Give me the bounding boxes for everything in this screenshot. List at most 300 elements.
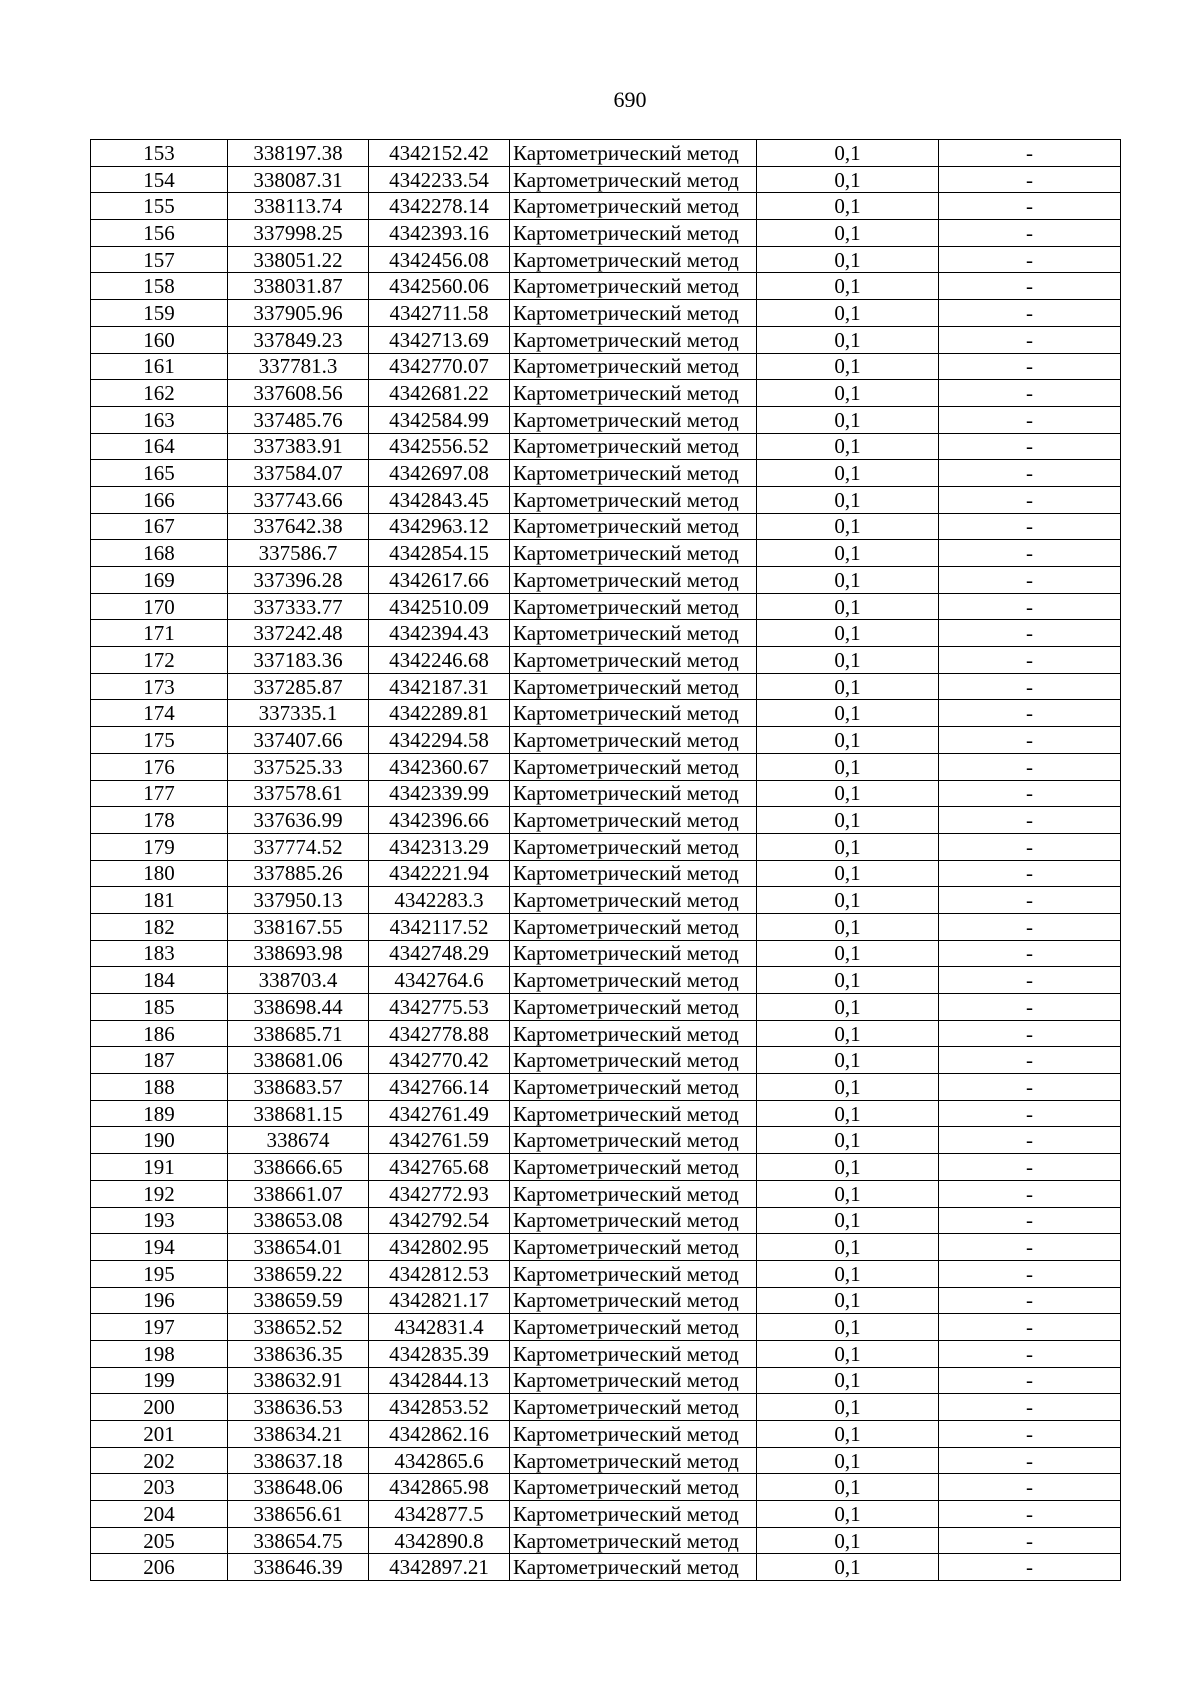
point-number-cell: 206 [91, 1554, 228, 1581]
point-number-cell: 205 [91, 1527, 228, 1554]
note-cell: - [939, 673, 1121, 700]
x-coordinate-cell: 337905.96 [228, 300, 369, 327]
y-coordinate-cell: 4342278.14 [369, 193, 510, 220]
accuracy-cell: 0,1 [757, 1020, 939, 1047]
table-row [91, 593, 1121, 620]
table-row [91, 940, 1121, 967]
x-coordinate-cell: 337608.56 [228, 380, 369, 407]
method-cell: Картометрический метод [510, 486, 757, 513]
x-coordinate-cell: 338666.65 [228, 1154, 369, 1181]
point-number-cell: 167 [91, 513, 228, 540]
x-coordinate-cell: 337885.26 [228, 860, 369, 887]
x-coordinate-cell: 338681.06 [228, 1047, 369, 1074]
x-coordinate-cell: 337998.25 [228, 220, 369, 247]
y-coordinate-cell: 4342394.43 [369, 620, 510, 647]
point-number-cell: 196 [91, 1287, 228, 1314]
accuracy-cell: 0,1 [757, 1340, 939, 1367]
accuracy-cell: 0,1 [757, 1394, 939, 1421]
table-row [91, 1501, 1121, 1528]
table-row [91, 246, 1121, 273]
y-coordinate-cell: 4342821.17 [369, 1287, 510, 1314]
accuracy-cell: 0,1 [757, 753, 939, 780]
accuracy-cell: 0,1 [757, 1367, 939, 1394]
y-coordinate-cell: 4342748.29 [369, 940, 510, 967]
y-coordinate-cell: 4342865.98 [369, 1474, 510, 1501]
x-coordinate-cell: 337584.07 [228, 460, 369, 487]
point-number-cell: 172 [91, 647, 228, 674]
table-row [91, 673, 1121, 700]
method-cell: Картометрический метод [510, 1501, 757, 1528]
point-number-cell: 197 [91, 1314, 228, 1341]
x-coordinate-cell: 337774.52 [228, 833, 369, 860]
table-row [91, 1260, 1121, 1287]
table-row [91, 140, 1121, 167]
table-row [91, 220, 1121, 247]
note-cell: - [939, 486, 1121, 513]
table-row [91, 994, 1121, 1021]
accuracy-cell: 0,1 [757, 1287, 939, 1314]
table-row [91, 1234, 1121, 1261]
note-cell: - [939, 140, 1121, 167]
y-coordinate-cell: 4342877.5 [369, 1501, 510, 1528]
accuracy-cell: 0,1 [757, 673, 939, 700]
method-cell: Картометрический метод [510, 1074, 757, 1101]
note-cell: - [939, 753, 1121, 780]
method-cell: Картометрический метод [510, 967, 757, 994]
accuracy-cell: 0,1 [757, 887, 939, 914]
table-row [91, 1447, 1121, 1474]
x-coordinate-cell: 338051.22 [228, 246, 369, 273]
x-coordinate-cell: 337950.13 [228, 887, 369, 914]
method-cell: Картометрический метод [510, 593, 757, 620]
note-cell: - [939, 326, 1121, 353]
note-cell: - [939, 1447, 1121, 1474]
accuracy-cell: 0,1 [757, 406, 939, 433]
method-cell: Картометрический метод [510, 1474, 757, 1501]
table-row [91, 727, 1121, 754]
y-coordinate-cell: 4342831.4 [369, 1314, 510, 1341]
point-number-cell: 193 [91, 1207, 228, 1234]
table-row [91, 620, 1121, 647]
method-cell: Картометрический метод [510, 1527, 757, 1554]
note-cell: - [939, 1020, 1121, 1047]
method-cell: Картометрический метод [510, 780, 757, 807]
method-cell: Картометрический метод [510, 380, 757, 407]
table-row [91, 460, 1121, 487]
method-cell: Картометрический метод [510, 1260, 757, 1287]
table-row [91, 1154, 1121, 1181]
note-cell: - [939, 273, 1121, 300]
table-row [91, 1367, 1121, 1394]
table-row [91, 860, 1121, 887]
method-cell: Картометрический метод [510, 887, 757, 914]
table-body [91, 140, 1121, 1581]
y-coordinate-cell: 4342812.53 [369, 1260, 510, 1287]
y-coordinate-cell: 4342772.93 [369, 1180, 510, 1207]
y-coordinate-cell: 4342187.31 [369, 673, 510, 700]
table-row [91, 1074, 1121, 1101]
point-number-cell: 162 [91, 380, 228, 407]
x-coordinate-cell: 338653.08 [228, 1207, 369, 1234]
table-row [91, 300, 1121, 327]
table-row [91, 913, 1121, 940]
point-number-cell: 202 [91, 1447, 228, 1474]
table-row [91, 1047, 1121, 1074]
method-cell: Картометрический метод [510, 1127, 757, 1154]
y-coordinate-cell: 4342775.53 [369, 994, 510, 1021]
note-cell: - [939, 1421, 1121, 1448]
accuracy-cell: 0,1 [757, 1527, 939, 1554]
y-coordinate-cell: 4342778.88 [369, 1020, 510, 1047]
method-cell: Картометрический метод [510, 940, 757, 967]
method-cell: Картометрический метод [510, 300, 757, 327]
note-cell: - [939, 193, 1121, 220]
x-coordinate-cell: 338636.53 [228, 1394, 369, 1421]
x-coordinate-cell: 338632.91 [228, 1367, 369, 1394]
x-coordinate-cell: 337383.91 [228, 433, 369, 460]
x-coordinate-cell: 337743.66 [228, 486, 369, 513]
table-row [91, 1340, 1121, 1367]
table-row [91, 1394, 1121, 1421]
point-number-cell: 187 [91, 1047, 228, 1074]
method-cell: Картометрический метод [510, 220, 757, 247]
note-cell: - [939, 887, 1121, 914]
note-cell: - [939, 460, 1121, 487]
method-cell: Картометрический метод [510, 753, 757, 780]
x-coordinate-cell: 337525.33 [228, 753, 369, 780]
point-number-cell: 161 [91, 353, 228, 380]
method-cell: Картометрический метод [510, 1394, 757, 1421]
x-coordinate-cell: 338031.87 [228, 273, 369, 300]
method-cell: Картометрический метод [510, 1180, 757, 1207]
accuracy-cell: 0,1 [757, 273, 939, 300]
method-cell: Картометрический метод [510, 193, 757, 220]
point-number-cell: 168 [91, 540, 228, 567]
method-cell: Картометрический метод [510, 994, 757, 1021]
table-row [91, 1100, 1121, 1127]
accuracy-cell: 0,1 [757, 1421, 939, 1448]
y-coordinate-cell: 4342770.07 [369, 353, 510, 380]
table-row [91, 1207, 1121, 1234]
x-coordinate-cell: 337242.48 [228, 620, 369, 647]
accuracy-cell: 0,1 [757, 353, 939, 380]
y-coordinate-cell: 4342221.94 [369, 860, 510, 887]
x-coordinate-cell: 338681.15 [228, 1100, 369, 1127]
note-cell: - [939, 1154, 1121, 1181]
y-coordinate-cell: 4342584.99 [369, 406, 510, 433]
method-cell: Картометрический метод [510, 647, 757, 674]
y-coordinate-cell: 4342289.81 [369, 700, 510, 727]
point-number-cell: 157 [91, 246, 228, 273]
table-row [91, 273, 1121, 300]
accuracy-cell: 0,1 [757, 166, 939, 193]
y-coordinate-cell: 4342765.68 [369, 1154, 510, 1181]
note-cell: - [939, 1287, 1121, 1314]
x-coordinate-cell: 337781.3 [228, 353, 369, 380]
point-number-cell: 189 [91, 1100, 228, 1127]
accuracy-cell: 0,1 [757, 1207, 939, 1234]
x-coordinate-cell: 337335.1 [228, 700, 369, 727]
method-cell: Картометрический метод [510, 860, 757, 887]
note-cell: - [939, 1234, 1121, 1261]
note-cell: - [939, 540, 1121, 567]
method-cell: Картометрический метод [510, 1100, 757, 1127]
method-cell: Картометрический метод [510, 567, 757, 594]
method-cell: Картометрический метод [510, 140, 757, 167]
note-cell: - [939, 833, 1121, 860]
point-number-cell: 155 [91, 193, 228, 220]
accuracy-cell: 0,1 [757, 1554, 939, 1581]
point-number-cell: 180 [91, 860, 228, 887]
note-cell: - [939, 967, 1121, 994]
y-coordinate-cell: 4342897.21 [369, 1554, 510, 1581]
method-cell: Картометрический метод [510, 246, 757, 273]
accuracy-cell: 0,1 [757, 967, 939, 994]
method-cell: Картометрический метод [510, 166, 757, 193]
accuracy-cell: 0,1 [757, 567, 939, 594]
table-row [91, 1474, 1121, 1501]
x-coordinate-cell: 337636.99 [228, 807, 369, 834]
accuracy-cell: 0,1 [757, 460, 939, 487]
y-coordinate-cell: 4342854.15 [369, 540, 510, 567]
note-cell: - [939, 353, 1121, 380]
y-coordinate-cell: 4342360.67 [369, 753, 510, 780]
point-number-cell: 201 [91, 1421, 228, 1448]
y-coordinate-cell: 4342396.66 [369, 807, 510, 834]
method-cell: Картометрический метод [510, 727, 757, 754]
table-row [91, 1527, 1121, 1554]
y-coordinate-cell: 4342770.42 [369, 1047, 510, 1074]
accuracy-cell: 0,1 [757, 1447, 939, 1474]
note-cell: - [939, 807, 1121, 834]
method-cell: Картометрический метод [510, 1207, 757, 1234]
note-cell: - [939, 513, 1121, 540]
note-cell: - [939, 780, 1121, 807]
method-cell: Картометрический метод [510, 1314, 757, 1341]
accuracy-cell: 0,1 [757, 1127, 939, 1154]
note-cell: - [939, 1260, 1121, 1287]
x-coordinate-cell: 338646.39 [228, 1554, 369, 1581]
y-coordinate-cell: 4342339.99 [369, 780, 510, 807]
accuracy-cell: 0,1 [757, 700, 939, 727]
method-cell: Картометрический метод [510, 513, 757, 540]
x-coordinate-cell: 338674 [228, 1127, 369, 1154]
method-cell: Картометрический метод [510, 1340, 757, 1367]
y-coordinate-cell: 4342844.13 [369, 1367, 510, 1394]
method-cell: Картометрический метод [510, 1421, 757, 1448]
point-number-cell: 170 [91, 593, 228, 620]
accuracy-cell: 0,1 [757, 380, 939, 407]
method-cell: Картометрический метод [510, 1020, 757, 1047]
y-coordinate-cell: 4342835.39 [369, 1340, 510, 1367]
point-number-cell: 158 [91, 273, 228, 300]
point-number-cell: 188 [91, 1074, 228, 1101]
accuracy-cell: 0,1 [757, 1501, 939, 1528]
method-cell: Картометрический метод [510, 1287, 757, 1314]
point-number-cell: 191 [91, 1154, 228, 1181]
method-cell: Картометрический метод [510, 540, 757, 567]
table-row [91, 967, 1121, 994]
point-number-cell: 159 [91, 300, 228, 327]
x-coordinate-cell: 338197.38 [228, 140, 369, 167]
table-row [91, 540, 1121, 567]
x-coordinate-cell: 337642.38 [228, 513, 369, 540]
table-row [91, 1020, 1121, 1047]
note-cell: - [939, 1394, 1121, 1421]
point-number-cell: 163 [91, 406, 228, 433]
x-coordinate-cell: 338648.06 [228, 1474, 369, 1501]
table-row [91, 486, 1121, 513]
method-cell: Картометрический метод [510, 1234, 757, 1261]
note-cell: - [939, 860, 1121, 887]
accuracy-cell: 0,1 [757, 246, 939, 273]
y-coordinate-cell: 4342233.54 [369, 166, 510, 193]
table-row [91, 567, 1121, 594]
note-cell: - [939, 940, 1121, 967]
y-coordinate-cell: 4342456.08 [369, 246, 510, 273]
note-cell: - [939, 1340, 1121, 1367]
note-cell: - [939, 1127, 1121, 1154]
note-cell: - [939, 1527, 1121, 1554]
accuracy-cell: 0,1 [757, 833, 939, 860]
accuracy-cell: 0,1 [757, 913, 939, 940]
y-coordinate-cell: 4342393.16 [369, 220, 510, 247]
x-coordinate-cell: 338698.44 [228, 994, 369, 1021]
point-number-cell: 169 [91, 567, 228, 594]
note-cell: - [939, 246, 1121, 273]
accuracy-cell: 0,1 [757, 300, 939, 327]
accuracy-cell: 0,1 [757, 220, 939, 247]
accuracy-cell: 0,1 [757, 620, 939, 647]
note-cell: - [939, 220, 1121, 247]
note-cell: - [939, 1047, 1121, 1074]
point-number-cell: 185 [91, 994, 228, 1021]
x-coordinate-cell: 338659.22 [228, 1260, 369, 1287]
accuracy-cell: 0,1 [757, 1314, 939, 1341]
method-cell: Картометрический метод [510, 326, 757, 353]
point-number-cell: 200 [91, 1394, 228, 1421]
point-number-cell: 154 [91, 166, 228, 193]
table-row [91, 1554, 1121, 1581]
accuracy-cell: 0,1 [757, 326, 939, 353]
note-cell: - [939, 647, 1121, 674]
note-cell: - [939, 1314, 1121, 1341]
method-cell: Картометрический метод [510, 620, 757, 647]
method-cell: Картометрический метод [510, 1554, 757, 1581]
y-coordinate-cell: 4342766.14 [369, 1074, 510, 1101]
accuracy-cell: 0,1 [757, 433, 939, 460]
page-number: 690 [613, 87, 647, 112]
point-number-cell: 199 [91, 1367, 228, 1394]
y-coordinate-cell: 4342560.06 [369, 273, 510, 300]
point-number-cell: 179 [91, 833, 228, 860]
y-coordinate-cell: 4342890.8 [369, 1527, 510, 1554]
x-coordinate-cell: 337407.66 [228, 727, 369, 754]
accuracy-cell: 0,1 [757, 1260, 939, 1287]
accuracy-cell: 0,1 [757, 1154, 939, 1181]
point-number-cell: 184 [91, 967, 228, 994]
table-row [91, 1287, 1121, 1314]
note-cell: - [939, 1074, 1121, 1101]
note-cell: - [939, 380, 1121, 407]
method-cell: Картометрический метод [510, 1447, 757, 1474]
note-cell: - [939, 300, 1121, 327]
x-coordinate-cell: 338636.35 [228, 1340, 369, 1367]
x-coordinate-cell: 337396.28 [228, 567, 369, 594]
x-coordinate-cell: 337485.76 [228, 406, 369, 433]
y-coordinate-cell: 4342862.16 [369, 1421, 510, 1448]
y-coordinate-cell: 4342313.29 [369, 833, 510, 860]
point-number-cell: 186 [91, 1020, 228, 1047]
y-coordinate-cell: 4342802.95 [369, 1234, 510, 1261]
accuracy-cell: 0,1 [757, 593, 939, 620]
note-cell: - [939, 1207, 1121, 1234]
table-row [91, 326, 1121, 353]
table-row [91, 647, 1121, 674]
method-cell: Картометрический метод [510, 673, 757, 700]
accuracy-cell: 0,1 [757, 727, 939, 754]
table-row [91, 780, 1121, 807]
y-coordinate-cell: 4342711.58 [369, 300, 510, 327]
x-coordinate-cell: 338656.61 [228, 1501, 369, 1528]
y-coordinate-cell: 4342556.52 [369, 433, 510, 460]
y-coordinate-cell: 4342792.54 [369, 1207, 510, 1234]
method-cell: Картометрический метод [510, 913, 757, 940]
method-cell: Картометрический метод [510, 1367, 757, 1394]
x-coordinate-cell: 338637.18 [228, 1447, 369, 1474]
x-coordinate-cell: 338167.55 [228, 913, 369, 940]
method-cell: Картометрический метод [510, 353, 757, 380]
note-cell: - [939, 1100, 1121, 1127]
accuracy-cell: 0,1 [757, 1074, 939, 1101]
y-coordinate-cell: 4342865.6 [369, 1447, 510, 1474]
y-coordinate-cell: 4342761.59 [369, 1127, 510, 1154]
y-coordinate-cell: 4342246.68 [369, 647, 510, 674]
note-cell: - [939, 1474, 1121, 1501]
point-number-cell: 164 [91, 433, 228, 460]
x-coordinate-cell: 338652.52 [228, 1314, 369, 1341]
point-number-cell: 192 [91, 1180, 228, 1207]
point-number-cell: 176 [91, 753, 228, 780]
note-cell: - [939, 727, 1121, 754]
point-number-cell: 173 [91, 673, 228, 700]
y-coordinate-cell: 4342681.22 [369, 380, 510, 407]
method-cell: Картометрический метод [510, 460, 757, 487]
note-cell: - [939, 913, 1121, 940]
method-cell: Картометрический метод [510, 1154, 757, 1181]
note-cell: - [939, 433, 1121, 460]
note-cell: - [939, 567, 1121, 594]
point-number-cell: 204 [91, 1501, 228, 1528]
x-coordinate-cell: 338661.07 [228, 1180, 369, 1207]
point-number-cell: 171 [91, 620, 228, 647]
note-cell: - [939, 1554, 1121, 1581]
y-coordinate-cell: 4342761.49 [369, 1100, 510, 1127]
point-number-cell: 160 [91, 326, 228, 353]
method-cell: Картометрический метод [510, 833, 757, 860]
x-coordinate-cell: 338683.57 [228, 1074, 369, 1101]
point-number-cell: 174 [91, 700, 228, 727]
table-row [91, 1180, 1121, 1207]
point-number-cell: 175 [91, 727, 228, 754]
x-coordinate-cell: 337849.23 [228, 326, 369, 353]
accuracy-cell: 0,1 [757, 1180, 939, 1207]
table-row [91, 833, 1121, 860]
table-row [91, 753, 1121, 780]
coordinates-table [90, 139, 1121, 1581]
accuracy-cell: 0,1 [757, 1474, 939, 1501]
accuracy-cell: 0,1 [757, 1100, 939, 1127]
